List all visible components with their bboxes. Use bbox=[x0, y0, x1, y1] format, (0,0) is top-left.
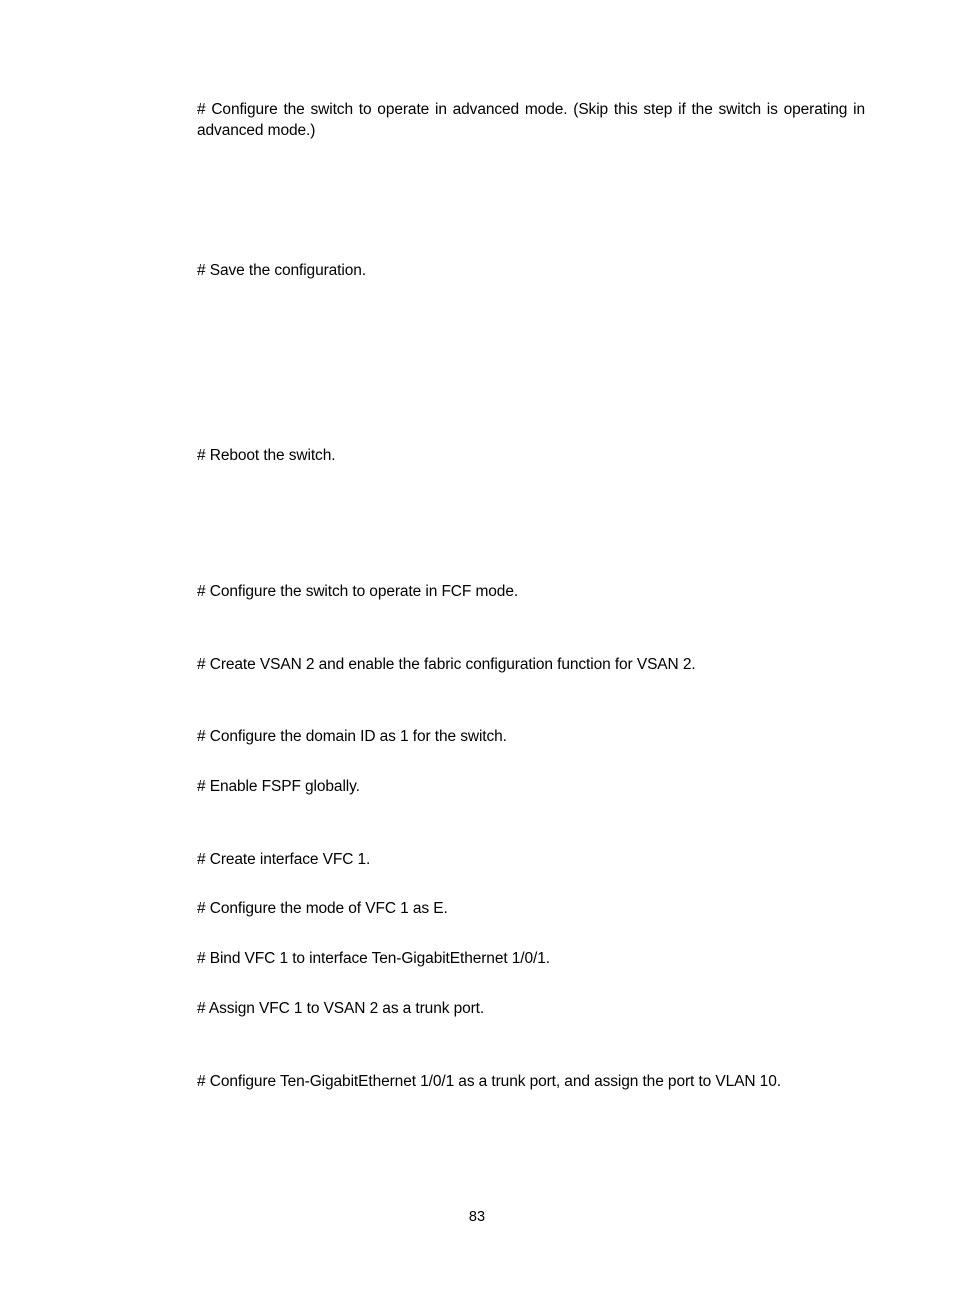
step-reboot-switch: # Reboot the switch. bbox=[197, 447, 336, 464]
step-vfc-mode: # Configure the mode of VFC 1 as E. bbox=[197, 900, 448, 917]
step-assign-vfc-trunk: # Assign VFC 1 to VSAN 2 as a trunk port. bbox=[197, 1000, 485, 1017]
step-create-vsan: # Create VSAN 2 and enable the fabric configuration function for VSAN 2. bbox=[197, 656, 696, 673]
step-fcf-mode: # Configure the switch to operate in FCF mode. bbox=[197, 583, 519, 600]
step-bind-vfc: # Bind VFC 1 to interface Ten-GigabitEthernet 1/0/1. bbox=[197, 950, 550, 967]
step-domain-id: # Configure the domain ID as 1 for the switch. bbox=[197, 728, 507, 745]
step-advanced-mode: # Configure the switch to operate in advanced mode. (Skip this step if the switch is operating in advanced mode.) bbox=[197, 101, 865, 139]
step-enable-fspf: # Enable FSPF globally. bbox=[197, 778, 360, 795]
page-number: 83 bbox=[468, 1209, 486, 1225]
step-save-configuration: # Save the configuration. bbox=[197, 262, 366, 279]
step-configure-trunk-port: # Configure Ten-GigabitEthernet 1/0/1 as a trunk port, and assign the port to VLAN 10. bbox=[197, 1073, 781, 1090]
step-create-vfc: # Create interface VFC 1. bbox=[197, 851, 371, 868]
